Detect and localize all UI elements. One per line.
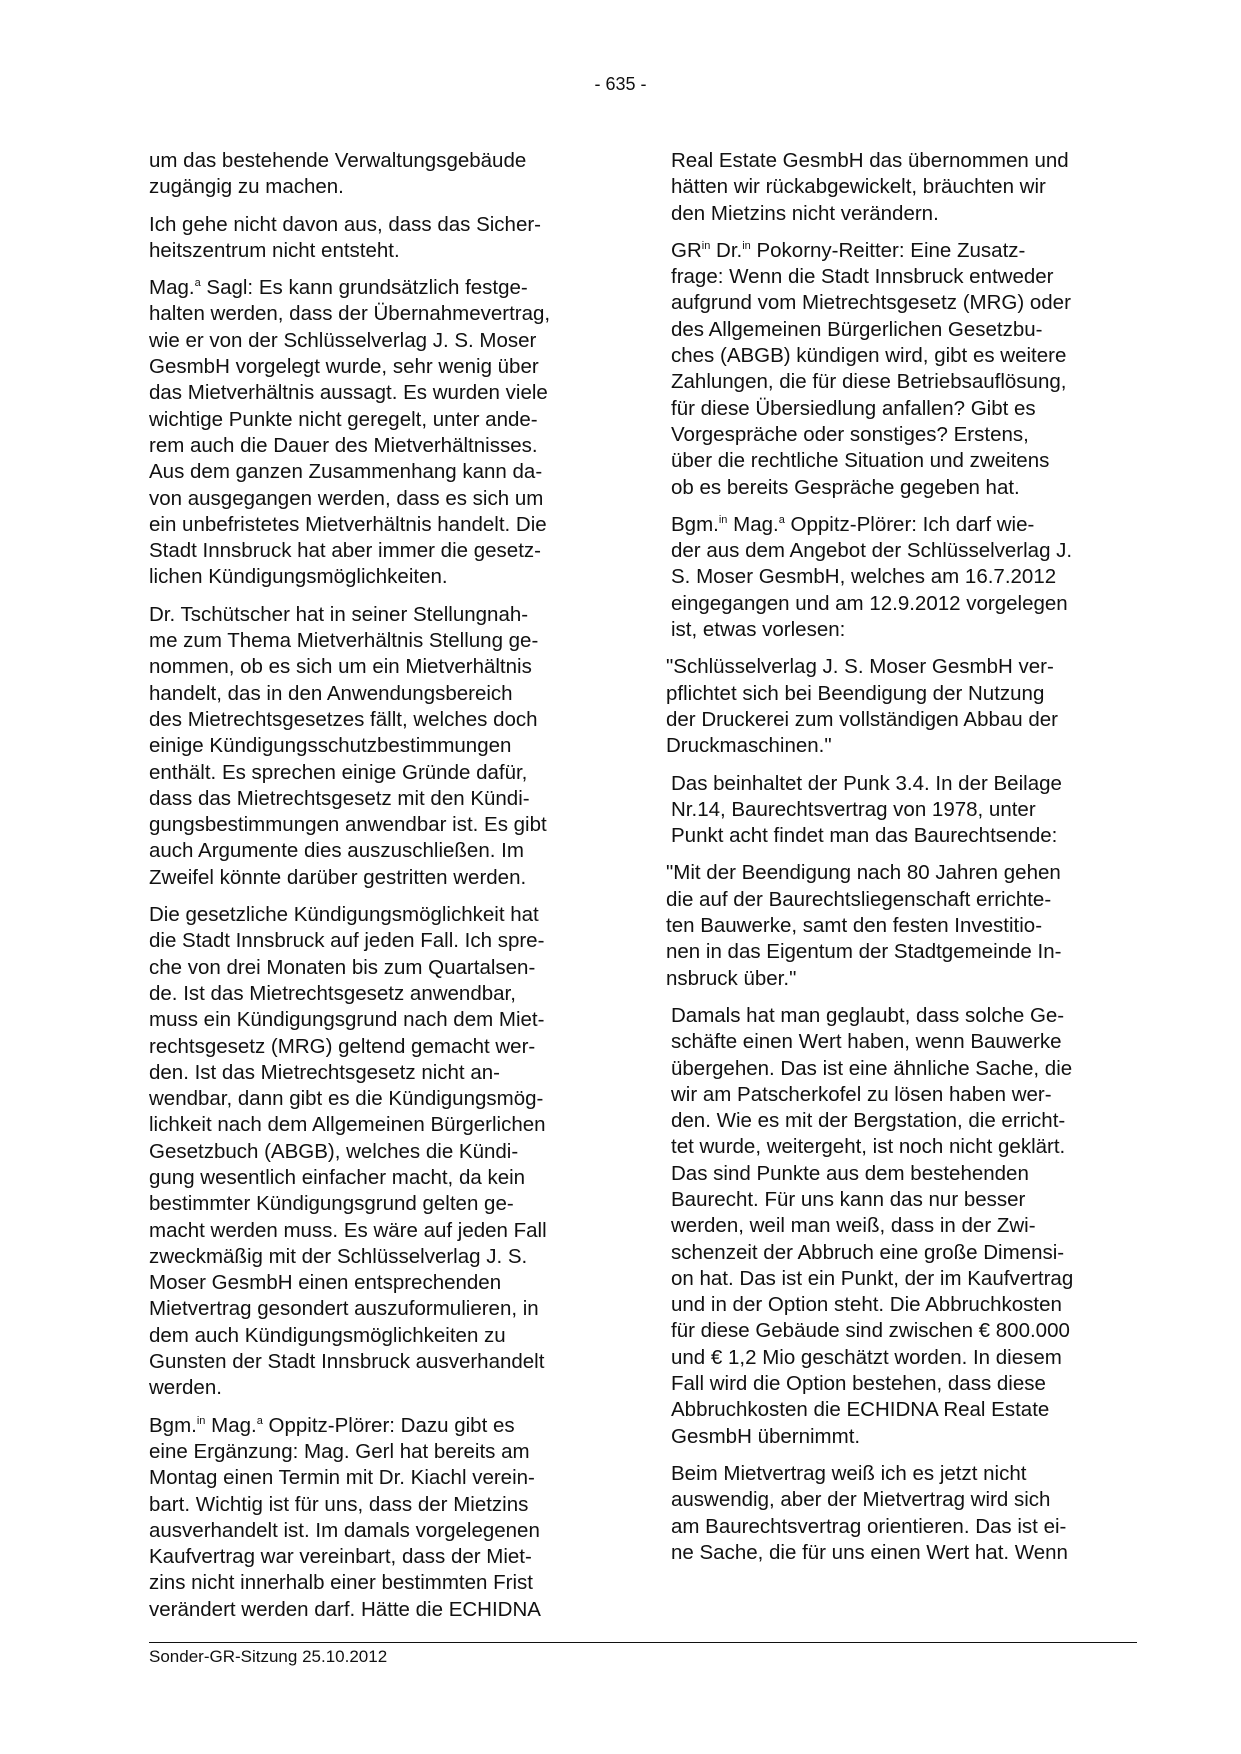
text-line: nen in das Eigentum der Stadtgemeinde In-	[666, 940, 1062, 964]
text-line: für diese Gebäude sind zwischen € 800.000	[671, 1319, 1070, 1343]
text-line: Die gesetzliche Kündigungsmöglichkeit hat	[149, 903, 539, 927]
text-line: gung wesentlich einfacher macht, da kein	[149, 1165, 526, 1189]
text-line: von ausgegangen werden, dass es sich um	[149, 486, 544, 510]
text-line: Damals hat man geglaubt, dass solche Ge-	[671, 1003, 1065, 1027]
text-line: hätten wir rückabgewickelt, bräuchten wir	[671, 175, 1046, 199]
text-line: für diese Übersiedlung anfallen? Gibt es	[671, 396, 1036, 420]
text-line: on hat. Das ist ein Punkt, der im Kaufvertrag	[671, 1266, 1074, 1290]
text-line: der aus dem Angebot der Schlüsselverlag J.	[671, 539, 1073, 563]
text-line: de. Ist das Mietrechtsgesetz anwendbar,	[149, 981, 516, 1005]
text-line: frage: Wenn die Stadt Innsbruck entweder	[671, 265, 1054, 289]
text-line: Gunsten der Stadt Innsbruck ausverhandelt	[149, 1350, 545, 1374]
text-line: ne Sache, die für uns einen Wert hat. Wenn	[671, 1540, 1068, 1564]
text-segment: Bgm.	[149, 1413, 197, 1437]
text-line: nommen, ob es sich um ein Mietverhältnis	[149, 655, 532, 679]
text-line: ein unbefristetes Mietverhältnis handelt. Die	[149, 512, 547, 536]
text-line	[149, 1413, 619, 1439]
text-line: am Baurechtsvertrag orientieren. Das ist ei-	[671, 1514, 1067, 1538]
text-segment: Mag.	[205, 1413, 257, 1437]
text-segment: Mag.	[727, 512, 779, 536]
text-line: des Allgemeinen Bürgerlichen Gesetzbu-	[671, 317, 1043, 341]
text-line: halten werden, dass der Übernahmevertrag,	[149, 302, 551, 326]
text-line: Abbruchkosten die ECHIDNA Real Estate	[671, 1398, 1050, 1422]
text-line: lichen Kündigungsmöglichkeiten.	[149, 565, 448, 589]
text-line: Zahlungen, die für diese Betriebsauflösung,	[671, 370, 1067, 394]
text-line	[671, 512, 1141, 538]
left-column	[149, 148, 619, 1634]
text-line: Dr. Tschütscher hat in seiner Stellungnah-	[149, 602, 529, 626]
right-column	[666, 148, 1141, 1577]
text-line: einige Kündigungsschutzbestimmungen	[149, 734, 512, 758]
text-line: tet wurde, weitergeht, ist noch nicht geklärt.	[671, 1135, 1066, 1159]
text-line: rem auch die Dauer des Mietverhältnisses.	[149, 433, 538, 457]
text-line: die Stadt Innsbruck auf jeden Fall. Ich spre-	[149, 929, 545, 953]
footer-text: Sonder-GR-Sitzung 25.10.2012	[149, 1647, 388, 1666]
text-line: Aus dem ganzen Zusammenhang kann da-	[149, 460, 543, 484]
paragraph	[671, 1461, 1141, 1566]
text-line: Das sind Punkte aus dem bestehenden	[671, 1161, 1029, 1185]
quote-paragraph	[666, 860, 1141, 991]
text-line: Stadt Innsbruck hat aber immer die gesetz-	[149, 539, 541, 563]
text-line	[149, 275, 619, 301]
text-line: schenzeit der Abbruch eine große Dimensi-	[671, 1240, 1065, 1264]
text-line: und € 1,2 Mio geschätzt worden. In diesem	[671, 1345, 1062, 1369]
text-line: Ich gehe nicht davon aus, dass das Sicher-	[149, 212, 542, 236]
text-line: dass das Mietrechtsgesetz mit den Kündi-	[149, 786, 530, 810]
text-line: wendbar, dann gibt es die Kündigungsmög-	[149, 1087, 544, 1111]
text-line: me zum Thema Mietverhältnis Stellung ge-	[149, 629, 539, 653]
text-line	[671, 238, 1141, 264]
text-line: aufgrund vom Mietrechtsgesetz (MRG) oder	[671, 291, 1071, 315]
text-line: wir am Patscherkofel zu lösen haben wer-	[671, 1082, 1052, 1106]
text-line: dem auch Kündigungsmöglichkeiten zu	[149, 1323, 506, 1347]
text-line: lichkeit nach dem Allgemeinen Bürgerlichen	[149, 1113, 546, 1137]
text-line: den. Ist das Mietrechtsgesetz nicht an-	[149, 1060, 500, 1084]
paragraph	[149, 212, 619, 265]
text-segment: GR	[671, 238, 702, 262]
footer-rule	[149, 1642, 1137, 1643]
text-line: auswendig, aber der Mietvertrag wird sich	[671, 1488, 1051, 1512]
text-line: Moser GesmbH einen entsprechenden	[149, 1271, 502, 1295]
paragraph	[671, 1003, 1141, 1450]
text-line: ausverhandelt ist. Im damals vorgelegenen	[149, 1518, 540, 1542]
superscript: in	[196, 1414, 206, 1427]
text-line: Punkt acht findet man das Baurechtsende:	[671, 824, 1058, 848]
text-line: wie er von der Schlüsselverlag J. S. Moser	[149, 328, 537, 352]
text-line: Zweifel könnte darüber gestritten werden.	[149, 865, 527, 889]
text-line: handelt, das in den Anwendungsbereich	[149, 681, 513, 705]
paragraph	[671, 771, 1141, 850]
text-line: bestimmter Kündigungsgrund gelten ge-	[149, 1192, 514, 1216]
text-line: ist, etwas vorlesen:	[671, 618, 846, 642]
text-line: eine Ergänzung: Mag. Gerl hat bereits am	[149, 1439, 530, 1463]
text-segment: Oppitz-Plörer: Dazu gibt es	[262, 1413, 515, 1437]
quote-paragraph	[666, 654, 1141, 759]
text-line: des Mietrechtsgesetzes fällt, welches doch	[149, 707, 538, 731]
text-line: Mietvertrag gesondert auszuformulieren, in	[149, 1297, 539, 1321]
text-line: Baurecht. Für uns kann das nur besser	[671, 1187, 1026, 1211]
text-line: werden, weil man weiß, dass in der Zwi-	[671, 1214, 1036, 1238]
text-segment: Oppitz-Plörer: Ich darf wie-	[784, 512, 1035, 536]
text-segment: Pokorny-Reitter: Eine Zusatz-	[750, 238, 1026, 262]
paragraph	[149, 1413, 619, 1623]
text-line: zweckmäßig mit der Schlüsselverlag J. S.	[149, 1244, 528, 1268]
text-line: den Mietzins nicht verändern.	[671, 201, 939, 225]
text-line: Gesetzbuch (ABGB), welches die Kündi-	[149, 1139, 519, 1163]
text-line: verändert werden darf. Hätte die ECHIDNA	[149, 1597, 541, 1621]
text-line: die auf der Baurechtsliegenschaft errichte-	[666, 887, 1052, 911]
text-line: Fall wird die Option bestehen, dass diese	[671, 1372, 1046, 1396]
text-line: um das bestehende Verwaltungsgebäude	[149, 149, 527, 172]
text-line: "Mit der Beendigung nach 80 Jahren gehen	[666, 861, 1061, 885]
text-line: Montag einen Termin mit Dr. Kiachl verein-	[149, 1466, 535, 1490]
text-segment: Mag.	[149, 276, 195, 300]
text-line: S. Moser GesmbH, welches am 16.7.2012	[671, 565, 1057, 589]
paragraph	[671, 512, 1141, 643]
text-line: schäfte einen Wert haben, wenn Bauwerke	[671, 1030, 1062, 1054]
text-line: GesmbH vorgelegt wurde, sehr wenig über	[149, 355, 539, 379]
superscript: in	[701, 239, 711, 252]
text-line: übergehen. Das ist eine ähnliche Sache, die	[671, 1056, 1073, 1080]
text-line: "Schlüsselverlag J. S. Moser GesmbH ver-	[666, 655, 1054, 679]
text-line: Das beinhaltet der Punk 3.4. In der Beilage	[671, 771, 1062, 795]
text-line: und in der Option steht. Die Abbruchkosten	[671, 1293, 1062, 1317]
text-line: Real Estate GesmbH das übernommen und	[671, 149, 1069, 172]
superscript: in	[742, 239, 751, 252]
text-line: enthält. Es sprechen einige Gründe dafür,	[149, 760, 528, 784]
page-number: - 635 -	[594, 74, 647, 94]
text-line: rechtsgesetz (MRG) geltend gemacht wer-	[149, 1034, 536, 1058]
text-line: gungsbestimmungen anwendbar ist. Es gibt	[149, 813, 547, 837]
paragraph	[149, 602, 619, 891]
superscript: in	[718, 513, 728, 526]
superscript: a	[256, 1414, 263, 1427]
text-line: muss ein Kündigungsgrund nach dem Miet-	[149, 1008, 545, 1032]
text-segment: Sagl: Es kann grundsätzlich festge-	[200, 276, 528, 300]
superscript: a	[778, 513, 785, 526]
text-line: eingegangen und am 12.9.2012 vorgelegen	[671, 591, 1068, 615]
text-segment: Bgm.	[671, 512, 719, 536]
paragraph	[149, 275, 619, 591]
text-line: Vorgespräche oder sonstiges? Erstens,	[671, 422, 1029, 446]
text-line: ten Bauwerke, samt den festen Investitio-	[666, 914, 1043, 938]
paragraph	[671, 148, 1141, 227]
text-line: Kaufvertrag war vereinbart, dass der Miet-	[149, 1545, 532, 1569]
text-line: ches (ABGB) kündigen wird, gibt es weitere	[671, 344, 1067, 368]
text-line: GesmbH übernimmt.	[671, 1424, 861, 1448]
text-line: Druckmaschinen."	[666, 734, 832, 758]
text-line: werden.	[149, 1376, 222, 1400]
text-line: macht werden muss. Es wäre auf jeden Fall	[149, 1218, 547, 1242]
text-line: zins nicht innerhalb einer bestimmten Frist	[149, 1571, 533, 1595]
text-line: der Druckerei zum vollständigen Abbau der	[666, 707, 1058, 731]
superscript: a	[194, 276, 201, 289]
text-line: zugängig zu machen.	[149, 175, 344, 199]
text-line: auch Argumente dies auszuschließen. Im	[149, 839, 524, 863]
text-line: nsbruck über."	[666, 966, 797, 990]
text-line: wichtige Punkte nicht geregelt, unter ande-	[149, 407, 538, 431]
text-line: pflichtet sich bei Beendigung der Nutzung	[666, 681, 1045, 705]
paragraph	[671, 238, 1141, 501]
text-line: bart. Wichtig ist für uns, dass der Mietzins	[149, 1492, 529, 1516]
paragraph	[149, 148, 619, 201]
text-line: Nr.14, Baurechtsvertrag von 1978, unter	[671, 797, 1036, 821]
paragraph	[149, 902, 619, 1402]
text-line: che von drei Monaten bis zum Quartalsen-	[149, 955, 536, 979]
text-line: heitszentrum nicht entsteht.	[149, 238, 400, 262]
text-line: ob es bereits Gespräche gegeben hat.	[671, 475, 1020, 499]
text-segment: Dr.	[710, 238, 743, 262]
text-line: Beim Mietvertrag weiß ich es jetzt nicht	[671, 1461, 1027, 1485]
text-line: den. Wie es mit der Bergstation, die erricht-	[671, 1109, 1066, 1133]
text-line: das Mietverhältnis aussagt. Es wurden viele	[149, 381, 548, 405]
text-line: über die rechtliche Situation und zweitens	[671, 449, 1050, 473]
